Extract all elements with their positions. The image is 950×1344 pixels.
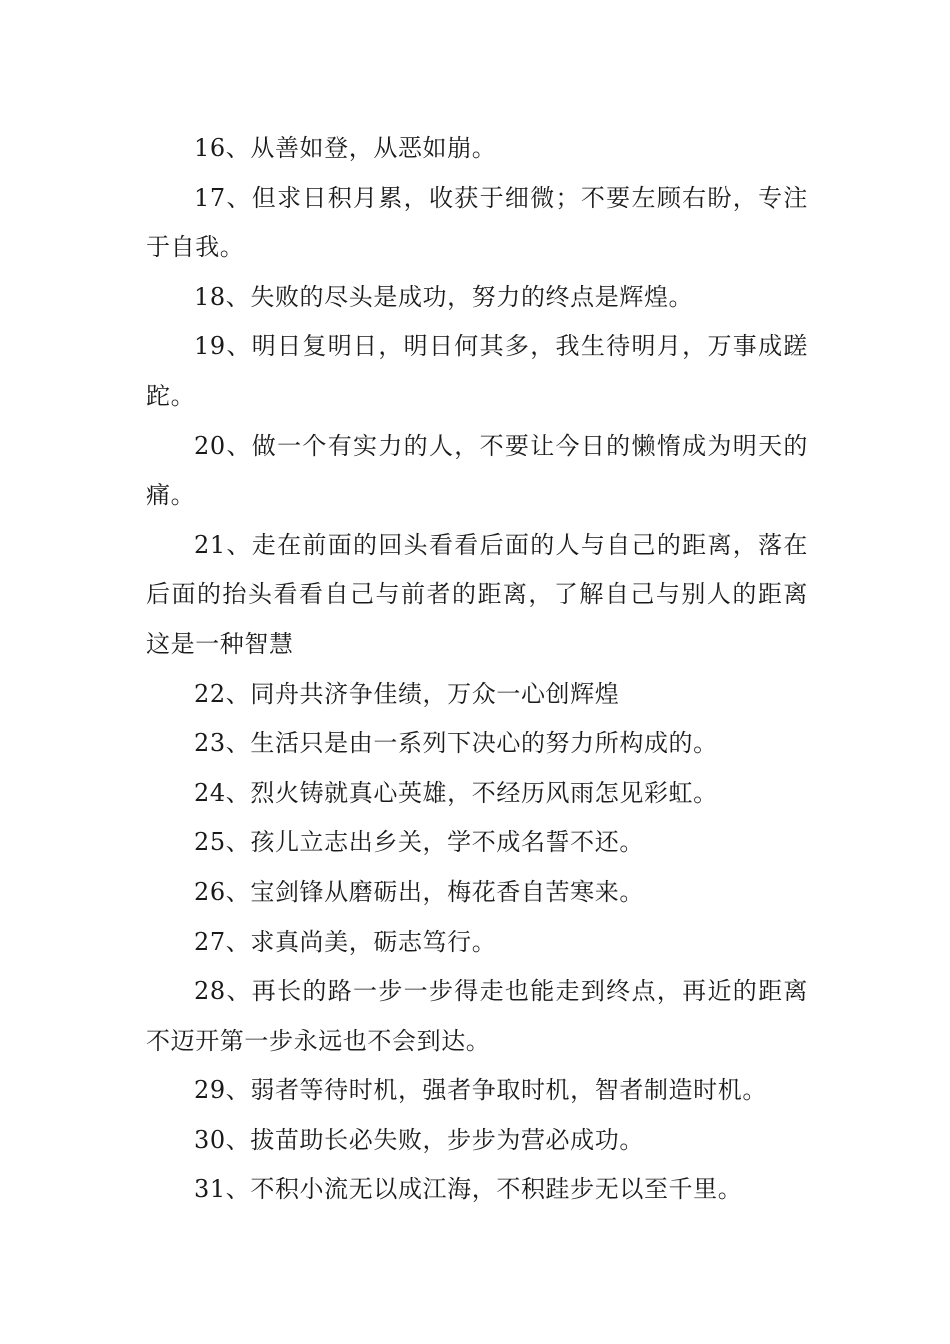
quote-paragraph-16: 16、从善如登，从恶如崩。 [194, 134, 497, 162]
quote-paragraph-17: 17、但求日积月累，收获于细微；不要左顾右盼，专注于自我。 [146, 183, 808, 262]
quote-paragraph-28: 28、再长的路一步一步得走也能走到终点，再近的距离不迈开第一步永远也不会到达。 [146, 977, 808, 1055]
quote-paragraph-21: 21、走在前面的回头看看后面的人与自己的距离，落在后面的抬头看看自己与前者的距离，了解自己与别人的距离这是一种智慧 [146, 530, 808, 658]
quote-paragraph-20: 20、做一个有实力的人，不要让今日的懒惰成为明天的痛。 [146, 431, 808, 510]
quote-paragraph-25: 25、孩儿立志出乡关，学不成名誓不还。 [194, 828, 644, 857]
quote-paragraph-22: 22、同舟共济争佳绩，万众一心创辉煌 [194, 679, 620, 708]
document-body [146, 124, 808, 1215]
quote-paragraph-18: 18、失败的尽头是成功，努力的终点是辉煌。 [194, 282, 694, 311]
quote-paragraph-23: 23、生活只是由一系列下决心的努力所构成的。 [194, 729, 718, 758]
quote-paragraph-31: 31、不积小流无以成江海，不积跬步无以至千里。 [194, 1175, 743, 1204]
quote-paragraph-30: 30、拔苗助长必失败，步步为营必成功。 [194, 1125, 644, 1154]
quote-paragraph-27: 27、求真尚美，砺志笃行。 [194, 927, 497, 956]
quote-paragraph-29: 29、弱者等待时机，强者争取时机，智者制造时机。 [194, 1076, 767, 1105]
quote-paragraph-26: 26、宝剑锋从磨砺出，梅花香自苦寒来。 [194, 877, 644, 906]
quote-paragraph-24: 24、烈火铸就真心英雄，不经历风雨怎见彩虹。 [194, 778, 718, 807]
quote-paragraph-19: 19、明日复明日，明日何其多，我生待明月，万事成蹉跎。 [146, 332, 808, 410]
